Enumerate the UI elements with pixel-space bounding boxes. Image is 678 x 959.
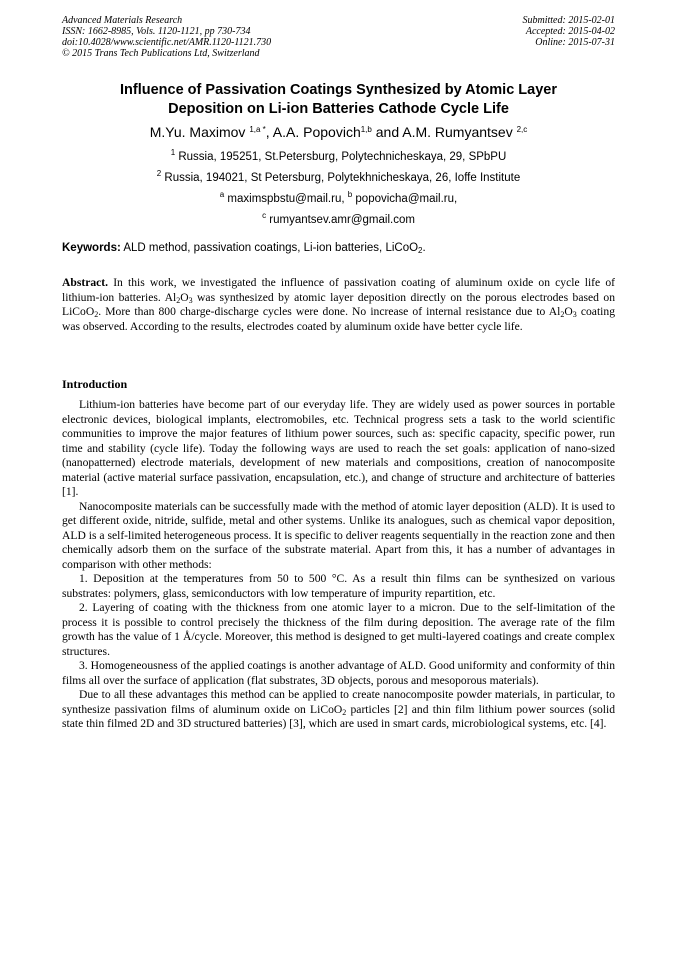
abstract-text-5: O xyxy=(564,305,573,318)
author-2-sup: 1,b xyxy=(360,125,372,134)
paper-title xyxy=(62,81,615,119)
intro-paragraph-1: Lithium-ion batteries have become part of our everyday life. They are widely used as power sources in portable electronic devices, biological implants, electromobiles, etc. Technical progress sets a task to the world scientific communities to improve the major features of lithium power sources, such as: specific capacity, specific power, run time and stability (cycle life). Today the following ways are used to reach the set goals: application of nano-sized (nanopatterned) electrode materials, development of new materials and compositions, creation of nanocomposite material (active material surface passivation, encapsulation, etc.), and change of structure and architecture of batteries [1]. xyxy=(62,398,615,498)
journal-name: Advanced Materials Research xyxy=(62,15,183,26)
abstract-sub-4: 2 xyxy=(560,310,565,319)
section-heading-introduction: Introduction xyxy=(62,377,128,391)
affiliation-1-sup: 1 xyxy=(170,148,176,157)
author-3: and A.M. Rumyantsev xyxy=(371,124,517,140)
affiliation-2-sup: 2 xyxy=(156,169,162,178)
abstract-sub-3: 2 xyxy=(94,310,99,319)
title-line-2: Deposition on Li-ion Batteries Cathode Cycle Life xyxy=(168,101,509,117)
keywords xyxy=(62,241,615,255)
intro-paragraph-2: Nanocomposite materials can be successfully made with the method of atomic layer deposition (ALD). It is used to get different oxide, nitride, sulfide, metal and other systems. Unlike its analogues, such as chemical vapor deposition, ALD is a self-limited heterogeneous process. It is specific to deliver reagents sequentially in the reaction zone and then chemically adsorb them on the surface of the substrate material. Apart from this, it has a number of advantages in comparison with other methods: xyxy=(62,499,615,571)
email-line-1 xyxy=(62,192,615,206)
abstract-sub-1: 2 xyxy=(176,295,181,305)
submitted-date: Submitted: 2015-02-01 xyxy=(522,15,615,26)
journal-issn: ISSN: 1662-8985, Vols. 1120-1121, pp 730-734 xyxy=(62,26,251,37)
email-a-sup: a xyxy=(219,190,225,199)
abstract-text-6: coating was observed. According to the results, electrodes coated by aluminum oxide have better cycle life. xyxy=(62,305,615,333)
intro-paragraph-3 xyxy=(62,688,615,732)
email-line-2 xyxy=(62,213,615,227)
abstract-text-2: O xyxy=(180,290,189,304)
author-1-sup: 1,a * xyxy=(249,125,266,134)
journal-doi: doi:10.4028/www.scientific.net/AMR.1120-1121.730 xyxy=(62,37,272,48)
keywords-end: . xyxy=(422,242,426,254)
email-c-sup: c xyxy=(262,211,267,220)
submission-dates xyxy=(523,15,616,48)
advantage-item-1: 1. Deposition at the temperatures from 50 to 500 °C. As a result thin films can be synthesized on various substrates: polymers, glass, semiconductors with low temperature of impurity repartition, etc. xyxy=(62,572,615,600)
affiliation-2-text: Russia, 194021, St Petersburg, Polytekhnicheskaya, 26, Ioffe Institute xyxy=(161,172,521,184)
abstract-sub-5: 3 xyxy=(572,310,577,319)
keywords-label: Keywords: xyxy=(62,242,121,254)
advantage-item-3: 3. Homogeneousness of the applied coatings is another advantage of ALD. Good uniformity and conformity of thin films all over the surface of application (flat substrates, 3D objects, porous and mesoporous materials). xyxy=(62,659,615,687)
author-3-sup: 2,c xyxy=(516,125,528,134)
abstract-text-1: In this work, we investigated the influence of passivation coating of aluminum oxide on cycle life of lithium-ion batteries. Al xyxy=(62,276,615,304)
online-date: Online: 2015-07-31 xyxy=(535,37,615,48)
author-2: , A.A. Popovich xyxy=(265,124,361,140)
email-b[interactable]: popovicha@mail.ru, xyxy=(352,193,458,205)
intro-p3-text-1: Due to all these advantages this method can be applied to create nanocomposite powder materials, in particular, to synthesize passivation films of aluminum oxide on LiCoO xyxy=(62,688,615,716)
abstract-text-3: was synthesized by atomic layer deposition directly on the porous electrodes based on LiCoO xyxy=(62,290,615,318)
abstract-sub-2: 3 xyxy=(188,295,193,305)
journal-info xyxy=(62,15,271,59)
accepted-date: Accepted: 2015-04-02 xyxy=(525,26,615,37)
keywords-text: ALD method, passivation coatings, Li-ion batteries, LiCoO xyxy=(120,242,419,254)
email-b-sup: b xyxy=(347,190,353,199)
keywords-sub: 2 xyxy=(418,246,423,255)
journal-copyright: © 2015 Trans Tech Publications Ltd, Switzerland xyxy=(62,48,260,59)
title-line-1: Influence of Passivation Coatings Synthesized by Atomic Layer xyxy=(120,82,557,98)
affiliation-1-text: Russia, 195251, St.Petersburg, Polytechnicheskaya, 29, SPbPU xyxy=(175,151,507,163)
advantage-item-2: 2. Layering of coating with the thickness from one atomic layer to a micron. Due to the self-limitation of the process it is possible to control precisely the thickness of the film during deposition. The average rate of the film growth has the value of 1 Å/cycle. Moreover, this method is designed to get multi-layered coatings and create complex structures. xyxy=(62,601,615,658)
affiliation-1 xyxy=(62,150,615,164)
author-1: M.Yu. Maximov xyxy=(149,124,250,140)
intro-p3-text-2: particles [2] and thin film lithium power sources (solid state thin filmed 2D and 3D structured batteries) [3], which are used in smart cards, microbiological systems, etc. [4]. xyxy=(62,702,615,730)
introduction-body xyxy=(62,398,615,732)
abstract xyxy=(62,276,615,334)
intro-p3-sub: 2 xyxy=(342,707,347,717)
author-list xyxy=(62,123,615,141)
affiliation-2 xyxy=(62,171,615,185)
abstract-label: Abstract. xyxy=(62,276,109,289)
email-a[interactable]: maximspbstu@mail.ru, xyxy=(224,193,348,205)
email-c[interactable]: rumyantsev.amr@gmail.com xyxy=(266,214,415,226)
abstract-text-4: . More than 800 charge-discharge cycles were done. No increase of internal resistance due to Al xyxy=(98,305,561,318)
